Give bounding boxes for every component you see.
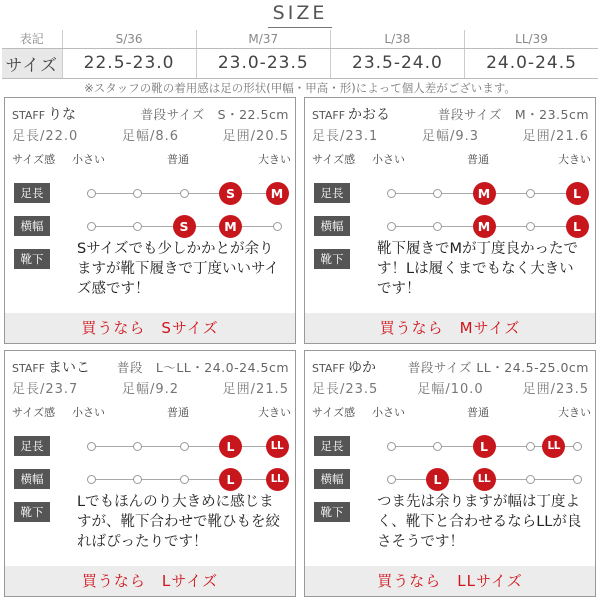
size-table-row-label: サイズ [2,48,62,78]
staff-name: ゆか [348,360,377,376]
width-label: 横幅 [314,216,350,236]
size-title: SIZE [272,2,328,24]
scale-dot [387,475,396,484]
scale-dot [573,475,582,484]
scale-header [12,151,289,167]
size-col-ll: LL/39 [465,30,598,48]
usual-size: 普段サイズ LL・24.5-25.0cm [407,360,589,375]
scale-dot [180,189,189,198]
recommended-size: 買うなら Mサイズ [305,313,595,343]
usual-size: 普段サイズ S・22.5cm [140,107,289,122]
length-size-mark: L [219,435,242,458]
staff-header [312,357,589,375]
foot-width: 足幅/9.2 [121,382,180,397]
staff-card [304,350,596,597]
scale-small: 小さい [72,406,105,419]
scale-header [12,404,289,420]
foot-measurements [312,125,589,144]
width-size-mark: L [426,468,449,491]
foot-length: 足長/22.0 [12,129,79,144]
foot-girth: 足囲/20.5 [222,129,289,144]
scale-title: サイズ感 [12,406,56,419]
scale-small: 小さい [372,406,405,419]
scale-dot [87,442,96,451]
scale-normal: 普通 [467,406,489,419]
scale-dot [273,222,282,231]
fit-note: ※スタッフの靴の着用感は足の形状(甲幅・甲高・形)によって個人差がございます。 [84,81,516,95]
scale-normal: 普通 [467,153,489,166]
foot-girth: 足囲/21.6 [522,129,589,144]
foot-measurements [312,378,589,397]
usual-size: 普段 L〜LL・24.0-24.5cm [116,360,289,375]
usual-size: 普段サイズ M・23.5cm [437,107,589,122]
foot-length: 足長/23.1 [312,129,379,144]
scale-dot [573,442,582,451]
width-size-mark: LL [473,468,496,491]
foot-length: 足長/23.7 [12,382,79,397]
staff-label: STAFF [312,362,346,375]
length-size-mark: L [566,182,589,205]
staff-name: かおる [348,107,391,123]
scale-dot [87,475,96,484]
scale-dot [433,222,442,231]
staff-comment: Sサイズでも少しかかとが余りますが靴下履きで丁度いいサイズ感です！ [77,241,279,297]
foot-length: 足長/23.5 [312,382,379,397]
length-size-mark: M [473,182,496,205]
socks-label: 靴下 [14,249,50,269]
size-col-l: L/38 [330,30,464,48]
staff-name: りな [48,107,77,123]
title-underline [268,27,332,28]
scale-header [312,404,589,420]
width-size-mark: M [473,215,496,238]
scale-big: 大きい [558,153,591,166]
staff-card [4,350,296,597]
staff-card [4,97,296,344]
scale-dot [526,222,535,231]
size-val-s: 22.5-23.0 [62,48,196,78]
scale-dot [526,442,535,451]
staff-comment: Lでもほんのり大きめに感じますが、靴下合わせで靴ひもを絞ればぴったりです！ [77,494,280,550]
scale-title: サイズ感 [312,406,356,419]
scale-dot [387,189,396,198]
foot-girth: 足囲/23.5 [522,382,589,397]
foot-width: 足幅/9.3 [421,129,480,144]
length-label: 足長 [314,183,350,203]
scale-big: 大きい [258,153,291,166]
scale-title: サイズ感 [12,153,56,166]
scale-dot [133,475,142,484]
socks-label: 靴下 [14,502,50,522]
scale-dot [526,189,535,198]
recommended-size: 買うなら Sサイズ [5,313,295,343]
scale-normal: 普通 [167,406,189,419]
length-label: 足長 [14,183,50,203]
staff-comment: つま先は余りますが幅は丁度よく、靴下と合わせるならLLが良さそうです！ [377,494,582,550]
length-size-mark: LL [266,435,289,458]
length-size-mark: M [266,182,289,205]
staff-header [312,104,589,122]
size-val-l: 23.5-24.0 [330,48,464,78]
scale-dot [87,189,96,198]
width-size-mark: LL [266,468,289,491]
staff-card [304,97,596,344]
scale-dot [180,475,189,484]
socks-label: 靴下 [314,502,350,522]
scale-dot [387,442,396,451]
length-size-mark: L [473,435,496,458]
foot-measurements [12,378,289,397]
foot-measurements [12,125,289,144]
foot-width: 足幅/8.6 [121,129,180,144]
width-label: 横幅 [314,469,350,489]
scale-big: 大きい [558,406,591,419]
staff-name: まいこ [48,360,91,376]
size-table-header-label: 表記 [2,30,62,48]
length-size-mark: S [219,182,242,205]
scale-small: 小さい [72,153,105,166]
scale-dot [180,442,189,451]
scale-dot [133,442,142,451]
staff-comment: 靴下履きでMが丁度良かったです！Lは履くまでもなく大きいです！ [377,241,579,297]
scale-dot [433,189,442,198]
size-table [2,30,598,79]
recommended-size: 買うなら LLサイズ [305,566,595,596]
staff-header [12,104,289,122]
staff-header [12,357,289,375]
scale-dot [87,222,96,231]
scale-normal: 普通 [167,153,189,166]
scale-dot [133,189,142,198]
size-val-m: 23.0-23.5 [196,48,330,78]
scale-dot [526,475,535,484]
size-col-m: M/37 [196,30,330,48]
width-size-mark: L [219,468,242,491]
recommended-size: 買うなら Lサイズ [5,566,295,596]
width-size-mark: L [566,215,589,238]
scale-title: サイズ感 [312,153,356,166]
foot-width: 足幅/10.0 [417,382,484,397]
width-size-mark: S [173,215,196,238]
scale-header [312,151,589,167]
scale-dot [433,442,442,451]
size-val-ll: 24.0-24.5 [465,48,598,78]
length-size-mark: LL [542,435,565,458]
staff-label: STAFF [12,362,46,375]
scale-dot [387,222,396,231]
scale-small: 小さい [372,153,405,166]
length-label: 足長 [14,436,50,456]
width-label: 横幅 [14,469,50,489]
size-col-s: S/36 [62,30,196,48]
width-size-mark: M [219,215,242,238]
scale-big: 大きい [258,406,291,419]
scale-dot [133,222,142,231]
staff-label: STAFF [12,109,46,122]
socks-label: 靴下 [314,249,350,269]
length-label: 足長 [314,436,350,456]
width-label: 横幅 [14,216,50,236]
foot-girth: 足囲/21.5 [222,382,289,397]
staff-label: STAFF [312,109,346,122]
